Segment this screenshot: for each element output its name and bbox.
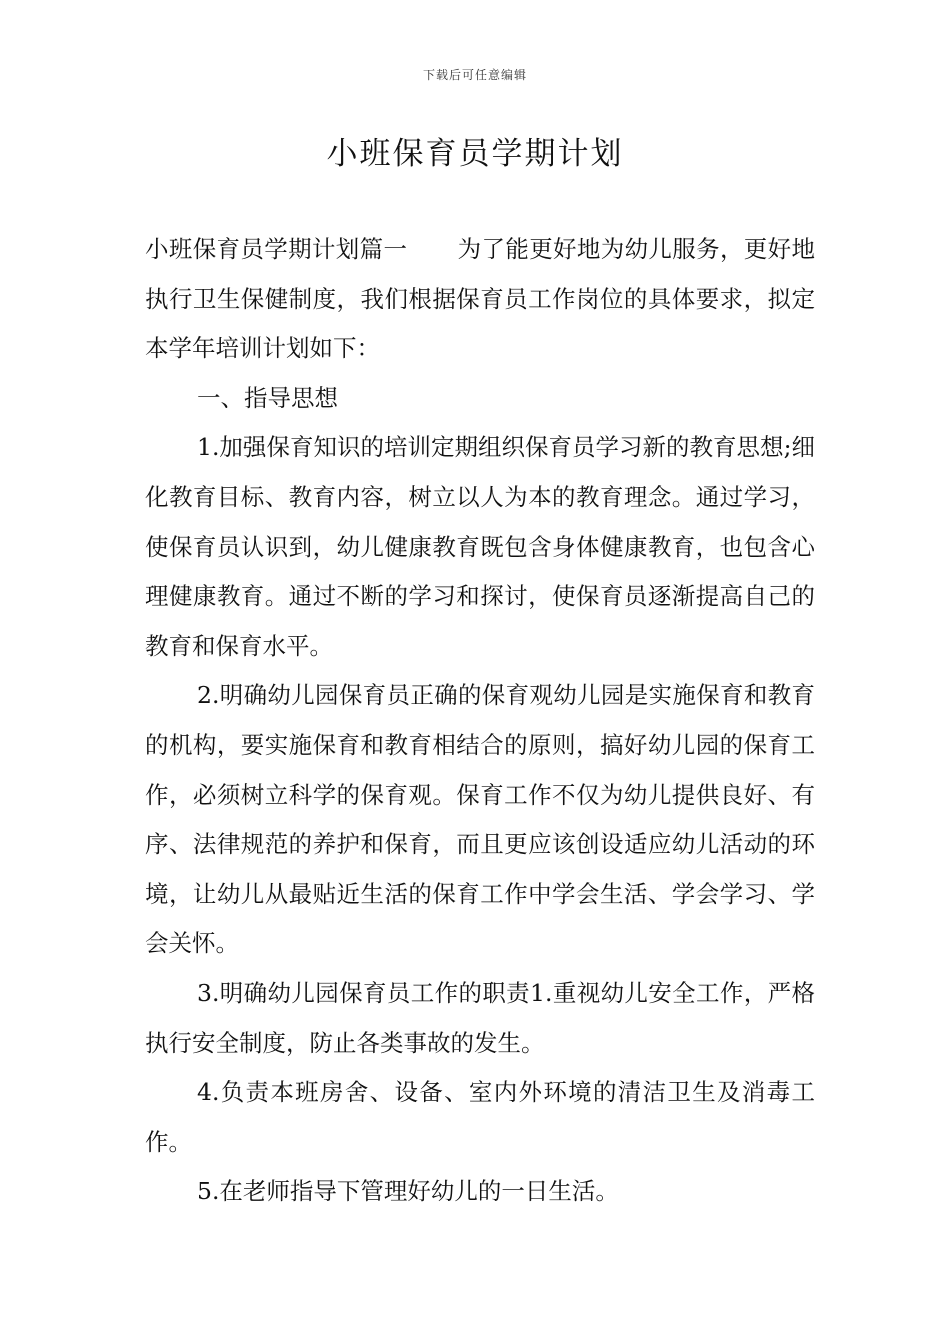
paragraph-2: 2.明确幼儿园保育员正确的保育观幼儿园是实施保育和教育的机构，要实施保育和教育相结合的原则，搞好幼儿园的保育工作，必须树立科学的保育观。保育工作不仅为幼儿提供良好、有序、法律规范的养护和保育，而且更应该创设适应幼儿活动的环境，让幼儿从最贴近生活的保育工作中学会生活、学会学习、学会关怀。 <box>145 681 815 958</box>
header-note: 下载后可任意编辑 <box>422 68 527 82</box>
paragraph-4: 4.负责本班房舍、设备、室内外环境的清洁卫生及消毒工作。 <box>145 1078 815 1156</box>
document-body <box>145 225 815 1217</box>
paragraph-3: 3.明确幼儿园保育员工作的职责1.重视幼儿安全工作，严格执行安全制度，防止各类事故的发生。 <box>145 978 815 1057</box>
intro-text: 为了能更好地为幼儿服务，更好地执行卫生保健制度，我们根据保育员工作岗位的具体要求，拟定本学年培训计划如下： <box>145 235 816 363</box>
paragraph-1: 1.加强保育知识的培训定期组织保育员学习新的教育思想;细化教育目标、教育内容，树立以人为本的教育理念。通过学习，使保育员认识到，幼儿健康教育既包含身体健康教育，也包含心理健康教育。通过不断的学习和探讨，使保育员逐渐提高自己的教育和保育水平。 <box>145 433 815 660</box>
document-title: 小班保育员学期计划 <box>326 136 624 172</box>
paragraph-5: 5.在老师指导下管理好幼儿的一日生活。 <box>197 1177 619 1206</box>
section-heading: 一、指导思想 <box>197 383 338 412</box>
intro-paragraph <box>145 225 815 374</box>
intro-lead: 小班保育员学期计划篇一 <box>145 235 408 263</box>
